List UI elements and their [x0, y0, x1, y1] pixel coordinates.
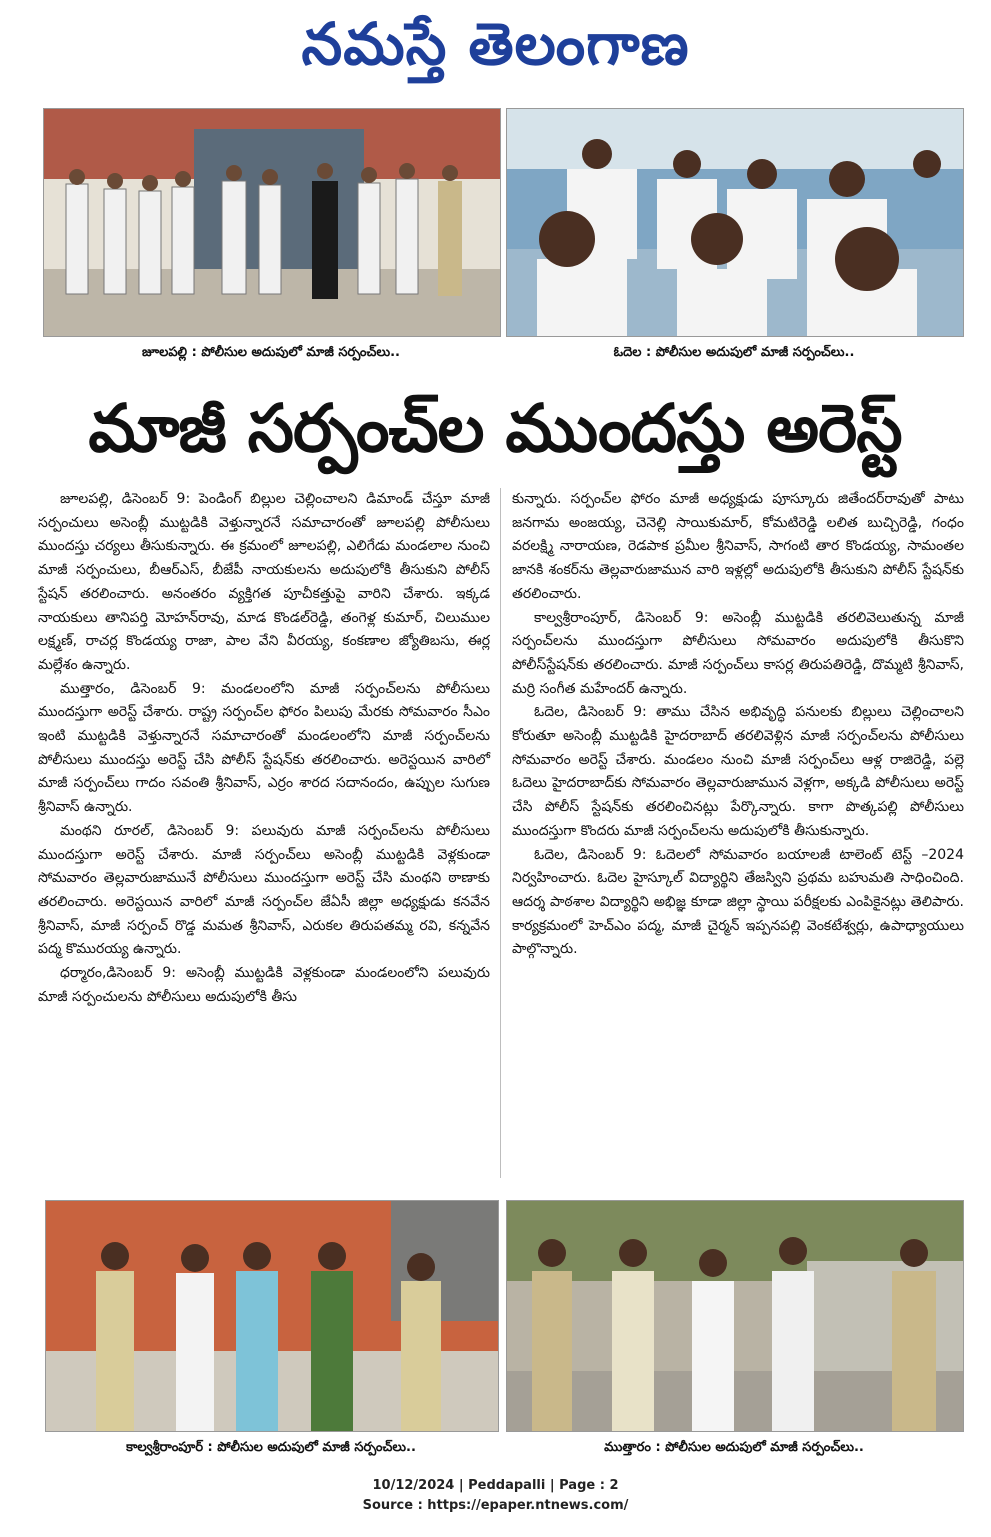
paragraph-julapalli: జూలపల్లి, డిసెంబర్ 9: పెండింగ్ బిల్లుల చెల్లించాలని డిమాండ్ చేస్తూ మాజీ సర్పంచులు అసెంబ్లీ ముట్టడికి వెళ్తున్నారనే సమాచారంతో జూలపల్లి పోలీసులు ముందస్తు చర్యలు తీసుకున్నారు. ఈ క్రమంలో జూలపల్లి, ఎలిగేడు మండలాల నుంచి మాజీ సర్పంచులు, బీఆర్ఎస్, బీజేపీ నాయకులను అదుపులోకి తీసుకుని పోలీస్ స్టేషన్ తరలించారు. అనంతరం వ్యక్తిగత పూచీకత్తుపై వారిని చేశారు. ఇక్కడ నాయకులు తానిపర్తి మోహన్‌రావు, మాడ కొండల్‌రెడ్డి, తంగెళ్ల కుమార్, చిలుముల లక్ష్మణ్, రాచర్ల కొండయ్య రాజా, పాల వేని వీరయ్య, కంకణాల జ్యోతిబసు, ఈర్ల మల్లేశం ఉన్నారు.	[38, 491, 490, 673]
photo-julapalli	[43, 108, 501, 337]
paragraph-manthani: మంథని రూరల్, డిసెంబర్ 9: పలువురు మాజీ సర్పంచ్‌లను పోలీసులు ముందస్తుగా అరెస్ట్ చేశారు. మాజీ సర్పంచ్‌లు అసెంబ్లీ ముట్టడికి వెళ్లకుండా సోమవారం తెల్లవారుజామునే పోలీసులు ముందస్తుగా అరెస్ట్ చేసి మంథని ఠాణాకు తరలించారు. అరెస్టయిన వారిలో మాజీ సర్పంచ్‌ల జేఏసీ జిల్లా అధ్యక్షుడు కనవేన శ్రీనివాస్, మాజీ సర్పంచ్ రొడ్డ మమత శ్రీనివాస్, ఎరుకల తిరుపతమ్మ రవి, కన్నవేన పద్మ కొమురయ్య ఉన్నారు.	[38, 822, 490, 958]
column-divider	[500, 488, 501, 1178]
article-right-column	[512, 488, 964, 962]
caption-bottom-right: ముత్తారం : పోలీసుల అదుపులో మాజీ సర్పంచ్‌లు..	[604, 1440, 864, 1455]
photo-kalwasriram	[45, 1200, 499, 1432]
photo-odela-bus	[506, 108, 964, 337]
footer-source: Source : https://epaper.ntnews.com/	[362, 1498, 629, 1513]
caption-bottom-left: కాల్వశ్రీరాంపూర్ : పోలీసుల అదుపులో మాజీ సర్పంచ్‌లు..	[126, 1440, 416, 1455]
article-left-column	[38, 488, 490, 1009]
headline: మాజీ సర్పంచ్‌ల ముందస్తు అరెస్ట్	[88, 390, 902, 467]
paragraph-dharmaram-cont: కున్నారు. సర్పంచ్‌ల ఫోరం మాజీ అధ్యక్షుడు పూస్కూరు జితేందర్‌రావుతో పాటు జనగామ అంజయ్య, చెనెల్లి సాయికుమార్, కోమటిరెడ్డి లలిత బుచ్చిరెడ్డి, గంధం వరలక్ష్మి నారాయణ, రెడపాక ప్రమీల శ్రీనివాస్, సాగంటి తార కొండయ్య, సామంతల జానకి శంకర్‌ను తెల్లవారుజామున వారి ఇళ్లల్లో అదుపులోకి తీసుకుని పోలీస్ స్టేషన్‌కు తరలించారు.	[512, 491, 964, 602]
caption-top-left: జూలపల్లి : పోలీసుల అదుపులో మాజీ సర్పంచ్‌లు..	[142, 345, 400, 360]
paragraph-odela: ఓదెల, డిసెంబర్ 9: తాము చేసిన అభివృద్ధి పనులకు బిల్లులు చెల్లించాలని కోరుతూ అసెంబ్లీ ముట్టడికి హైదరాబాద్ తరలివెళ్లిన మాజీ సర్పంచ్‌లను పోలీసులు సోమవారం అరెస్ట్ చేశారు. మండలం నుంచి మాజీ సర్పంచ్‌లు ఆళ్ల రాజిరెడ్డి, పల్లె ఓదెలు హైదరాబాద్‌కు సోమవారం తెల్లవారుజామున వెళ్లగా, అక్కడి పోలీసులు అరెస్ట్ చేసి పోలీస్ స్టేషన్‌కు తరలించినట్లు పేర్కొన్నారు. కాగా పొత్కపల్లి పోలీసులు ముందస్తుగా కొందరు మాజీ సర్పంచ్‌లను అదుపులోకి తీసుకున్నారు.	[512, 704, 964, 839]
photo-muttaram	[506, 1200, 964, 1432]
newspaper-logo: నమస్తే తెలంగాణ	[301, 10, 690, 78]
caption-top-right: ఓదెల : పోలీసుల అదుపులో మాజీ సర్పంచ్‌లు..	[613, 345, 855, 360]
paragraph-muttaram: ముత్తారం, డిసెంబర్ 9: మండలంలోని మాజీ సర్పంచ్‌లను పోలీసులు ముందస్తుగా అరెస్ట్ చేశారు. రాష్ట్ర సర్పంచ్‌ల ఫోరం పిలుపు మేరకు సోమవారం సీఎం ఇంటి ముట్టడికి వెళ్తున్నారనే సమాచారంతో మండలంలోని మాజీ సర్పంచ్‌లను పోలీసులు ముందస్తు అరెస్ట్ చేసి పోలీస్ స్టేషన్‌కు తరలించారు. అరెస్టయిన వారిలో మాజీ సర్పంచ్‌లు గాదం సవంతి శ్రీనివాస్, ఎర్రం శారద సదానందం, ఉప్పుల సుగుణ శ్రీనివాస్ ఉన్నారు.	[38, 680, 490, 816]
footer-date-edition: 10/12/2024 | Peddapalli | Page : 2	[372, 1478, 619, 1493]
paragraph-dharmaram: ధర్మారం,డిసెంబర్ 9: అసెంబ్లీ ముట్టడికి వెళ్లకుండా మండలంలోని పలువురు మాజీ సర్పంచులను పోలీసులు అదుపులోకి తీసు	[38, 965, 490, 1005]
masthead	[0, 0, 991, 100]
paragraph-kalwasriram: కాల్వశ్రీరాంపూర్, డిసెంబర్ 9: అసెంబ్లీ ముట్టడికి తరలివెలుతున్న మాజీ సర్పంచ్‌లను ముందస్తుగా పోలీసులు సోమవారం అదుపులోకి తీసుకొని పోలీస్‌స్టేషన్‌కు తరలించారు. మాజీ సర్పంచ్‌లు కాసర్ల తిరుపతిరెడ్డి, దొమ్మటి శ్రీనివాస్, మర్రి సంగీత మహేందర్ ఉన్నారు.	[512, 609, 964, 697]
paragraph-odela-talent: ఓదెల, డిసెంబర్ 9: ఓదెలలో సోమవారం బయాలజీ టాలెంట్ టెస్ట్ –2024 నిర్వహించారు. ఓదెల హైస్కూల్ విద్యార్థిని తేజస్విని ప్రథమ బహుమతి సాధించింది. ఆదర్శ పాఠశాల విద్యార్థిని అభిజ్ఞ కూడా జిల్లా స్థాయి పరీక్షలకు ఎంపికైనట్లు తెలిపారు. కార్యక్రమంలో హెచ్ఎం పద్మ, మాజీ చైర్మన్ ఇప్పనపల్లి వెంకటేశ్వర్లు, ఉపాధ్యాయులు పాల్గొన్నారు.	[512, 846, 964, 958]
